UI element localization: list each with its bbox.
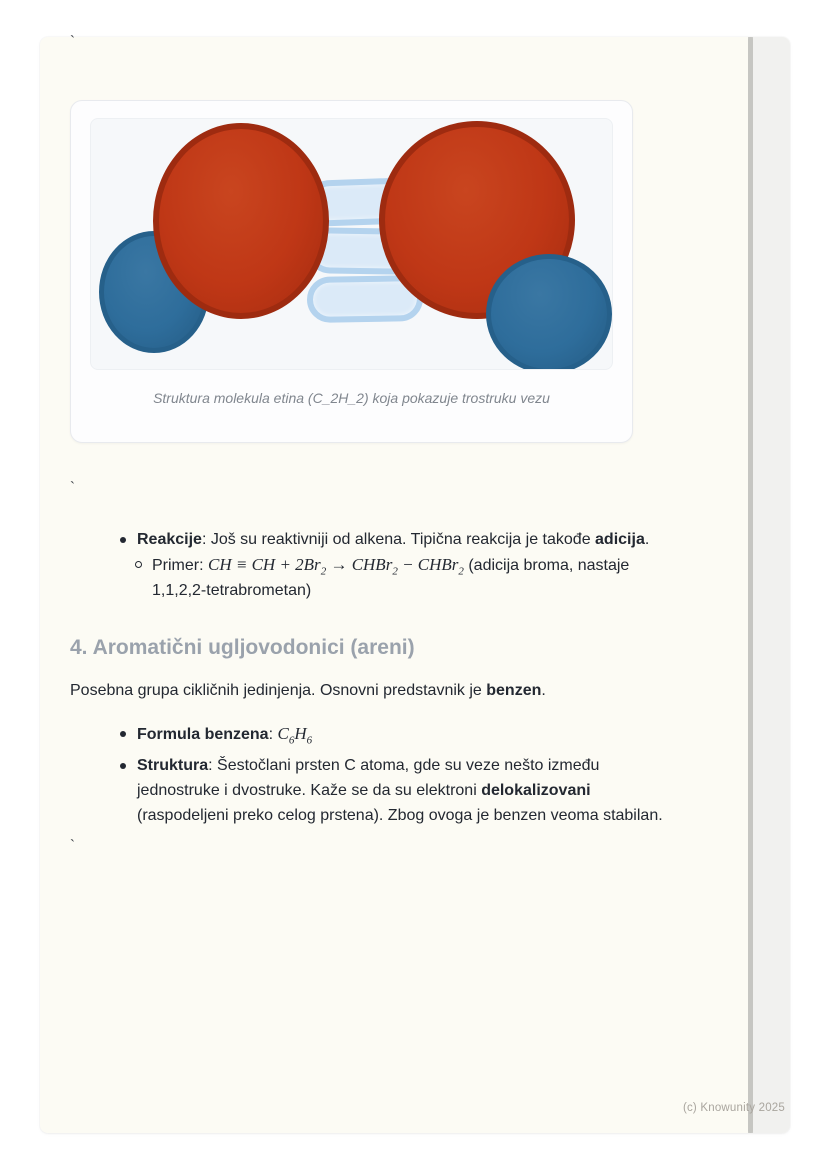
- bullet-formula: [120, 721, 740, 747]
- reaction-formula: CH ≡ CH + $2Br_2$ → CHBr$_2$ − CHBr$_2$: [208, 555, 464, 578]
- stray-backtick-3: `: [70, 837, 75, 854]
- scrollbar-track[interactable]: [748, 37, 790, 1133]
- bullet-reakcije-text: Reakcije: Još su reaktivniji od alkena. Tipična reakcija je takođe adicija.: [137, 531, 650, 548]
- primer-line-1: Primer: CH ≡ CH + $2Br_2$ → CHBr$_2$ − CHBr$_2$ (adicija broma, nastaje: [152, 555, 630, 578]
- carbon-atom-left-sphere: [153, 123, 329, 319]
- bullet-disc-icon: [120, 763, 126, 769]
- primer-line-2: 1,1,2,2-tetrabrometan): [152, 582, 312, 599]
- molecule-image: [90, 118, 613, 370]
- sub-bullet-primer: [135, 552, 735, 603]
- bullet-circle-icon: [135, 561, 142, 568]
- stray-backtick-1: `: [70, 33, 75, 50]
- intro-paragraph: Posebna grupa cikličnih jedinjenja. Osnovni predstavnik je benzen.: [70, 682, 546, 699]
- benzene-formula: $C_6H_6$: [277, 724, 313, 747]
- bullet-struktura: [120, 753, 740, 828]
- struktura-line-3: (raspodeljeni preko celog prstena). Zbog ovoga je benzen veoma stabilan.: [137, 807, 663, 824]
- section-heading: 4. Aromatični ugljovodonici (areni): [70, 636, 415, 659]
- struktura-line-2: jednostruke i dvostruke. Kaže se da su elektroni delokalizovani: [137, 782, 591, 799]
- bullet-struktura-text: [137, 753, 663, 828]
- scrollbar-thumb[interactable]: [748, 37, 753, 1133]
- struktura-line-1: Struktura: Šestočlani prsten C atoma, gde su veze nešto između: [137, 757, 600, 774]
- figure-caption: Struktura molekula etina (C_2H_2) koja pokazuje trostruku vezu: [153, 390, 550, 406]
- figure-card: [70, 100, 633, 443]
- bullet-disc-icon: [120, 537, 126, 543]
- footer-credit: (c) Knowunity 2025: [682, 1102, 785, 1114]
- sub-bullet-primer-text: [152, 552, 629, 603]
- stray-backtick-2: `: [70, 479, 75, 496]
- bullet-reakcije: [120, 527, 740, 552]
- bullet-disc-icon: [120, 731, 126, 737]
- bullet-formula-text: Formula benzena: $C_6H_6$: [137, 724, 313, 747]
- document-page: [40, 33, 790, 1133]
- hydrogen-atom-right-sphere: [486, 254, 612, 370]
